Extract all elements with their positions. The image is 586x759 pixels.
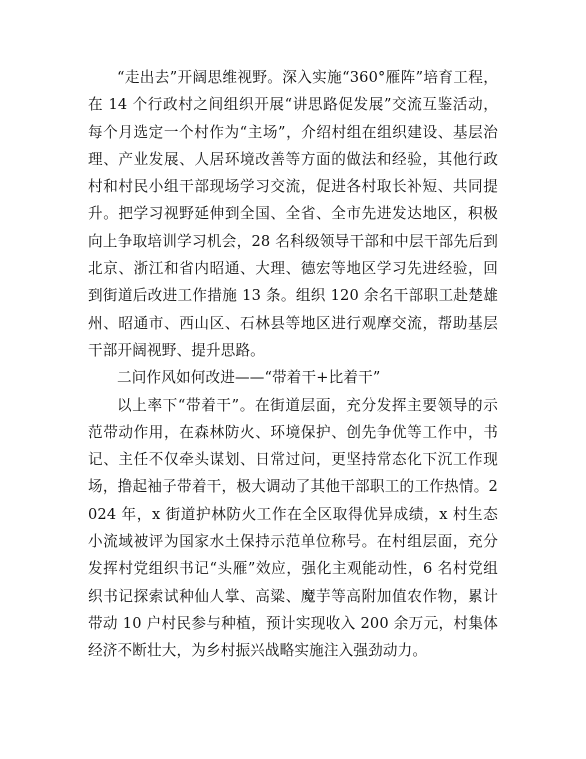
paragraph-lead-by-example: 以上率下“带着干”。在街道层面，充分发挥主要领导的示范带动作用，在森林防火、环境保护、创先争优等工作中，书记、主任不仅牵头谋划、日常过问，更坚持常态化下沉工作现场，撸起袖子带着干，极大调动了其他干部职工的工作热情。2024 年，x 街道护林防火工作在全区取得优异成绩，x 村生态小流域被评为国家水土保持示范单位称号。在村组层面，充分发挥村党组织书记“头雁”效应，强化主观能动性，6 名村党组织书记探索试种仙人掌、高粱、魔芋等高附加值农作物，累计带动 10 户村民参与种植，预计实现收入 200 余万元，村集体经济不断壮大，为乡村振兴战略实施注入强劲动力。 — [88, 396, 498, 660]
document-body — [88, 64, 498, 665]
paragraph-going-out: “走出去”开阔思维视野。深入实施“360°雁阵”培育工程，在 14 个行政村之间组织开展“讲思路促发展”交流互鉴活动，每个月选定一个村作为“主场”，介绍村组在组织建设、基层治理、产业发展、人居环境改善等方面的做法和经验，其他行政村和村民小组干部现场学习交流，促进各村取长补短、共同提升。把学习视野延伸到全国、全省、全市先进发达地区，积极向上争取培训学习机会，28 名科级领导干部和中层干部先后到北京、浙江和省内昭通、大理、德宏等地区学习先进经验，回到街道后改进工作措施 13 条。组织 120 余名干部职工赴楚雄州、昭通市、西山区、石林县等地区进行观摩交流，帮助基层干部开阔视野、提升思路。 — [88, 69, 498, 359]
section-heading-work-style: 二问作风如何改进——“带着干+比着干” — [117, 369, 381, 387]
